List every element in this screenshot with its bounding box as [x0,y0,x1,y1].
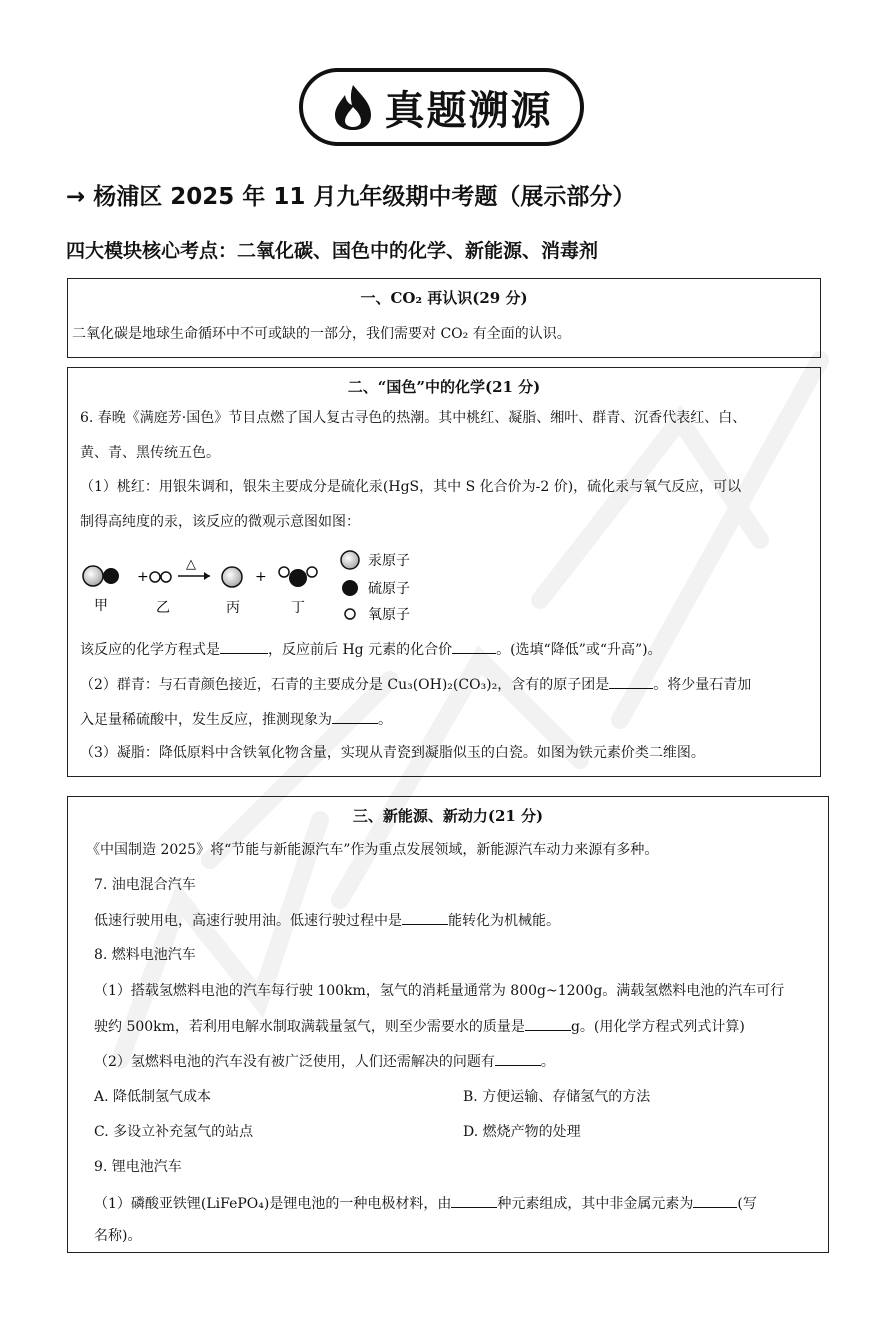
answer-blank-valence[interactable] [452,639,496,654]
text-fragment: 。(选填“降低”或“升高”)。 [496,642,662,658]
label-bing: 丙 [226,600,240,616]
answer-blank-phenomenon[interactable] [332,709,378,724]
question-8-1-line-1: （1）搭载氢燃料电池的汽车每行驶 100km，氢气的消耗量通常为 800g~1200g。满载氢燃料电池的汽车可行 [94,983,785,999]
question-6-1-line-2: 制得高纯度的汞，该反应的微观示意图如图： [80,514,360,530]
section-co2-intro: 二氧化碳是地球生命循环中不可或缺的一部分，我们需要对 CO₂ 有全面的认识。 [72,326,571,342]
section-co2-title: 一、CO₂ 再认识(29 分) [360,289,528,307]
text-fragment: ，反应前后 Hg 元素的化合价 [268,642,453,658]
legend-sulfur-symbol [342,580,358,596]
question-6-line-1: 6. 春晚《满庭芳·国色》节目点燃了国人复古寻色的热潮。其中桃红、凝脂、缃叶、群青、沉香代表红、白、 [80,410,747,426]
question-7-title: 7. 油电混合汽车 [94,877,196,893]
molecule-ding [279,567,317,587]
text-fragment: 。将少量石青加 [653,677,752,693]
question-9-1-line-1 [94,1193,757,1214]
answer-blank-problems[interactable] [495,1051,541,1066]
reaction-diagram [80,540,440,630]
text-fragment: g。(用化学方程式列式计算) [570,1019,745,1035]
plus-sign-2: + [255,569,267,585]
section-energy-intro: 《中国制造 2025》将“节能与新能源汽车”作为重点发展领域，新能源汽车动力来源有多种。 [86,842,659,858]
section-color-title: 二、“国色”中的化学(21 分) [347,378,541,396]
label-jia: 甲 [94,598,108,614]
text-fragment: 低速行驶用电，高速行驶用油。低速行驶过程中是 [94,913,402,929]
question-6-2-line-2 [80,709,392,730]
legend-sulfur: 硫原子 [368,581,410,597]
text-fragment: （2）群青：与石青颜色接近，石青的主要成分是 Cu₃(OH)₂(CO₃)₂，含有的原子团是 [80,677,610,693]
text-fragment: 该反应的化学方程式是 [80,642,220,658]
answer-blank-radical[interactable] [609,674,653,689]
text-fragment: (写 [737,1196,757,1212]
text-fragment: 入足量稀硫酸中，发生反应，推测现象为 [80,712,332,728]
answer-blank-equation[interactable] [220,639,268,654]
question-6-2-line-1 [80,674,751,695]
label-ding: 丁 [291,600,305,616]
option-c[interactable]: C. 多设立补充氢气的站点 [94,1124,254,1140]
molecule-bing [222,567,242,587]
question-9-1-line-2: 名称)。 [94,1228,142,1244]
molecule-yi [150,572,171,582]
heat-mark: △ [186,557,196,572]
answer-blank-nonmetal[interactable] [693,1193,737,1208]
question-6-line-2: 黄、青、黑传统五色。 [80,445,220,461]
question-6-1-line-1: （1）桃红：用银朱调和，银朱主要成分是硫化汞(HgS，其中 S 化合价为-2 价)，硫化汞与氧气反应，可以 [80,479,742,495]
core-topics-heading: 四大模块核心考点：二氧化碳、国色中的化学、新能源、消毒剂 [66,240,599,262]
flame-icon [331,83,375,131]
section-energy-title: 三、新能源、新动力(21 分) [352,807,544,825]
question-6-1-equation [80,639,662,660]
answer-blank-water-mass[interactable] [525,1016,571,1031]
question-7-text [94,910,560,931]
legend-oxygen: 氧原子 [368,607,410,623]
text-fragment: 种元素组成，其中非金属元素为 [497,1196,694,1212]
text-fragment: （1）磷酸亚铁锂(LiFePO₄)是锂电池的一种电极材料，由 [94,1196,452,1212]
text-fragment: 驶约 500km，若利用电解水制取满载量氢气，则至少需要水的质量是 [94,1019,525,1035]
badge-title: 真题溯源 [384,87,553,134]
title-badge [299,68,584,146]
question-8-title: 8. 燃料电池汽车 [94,947,196,963]
legend-oxygen-symbol [345,609,355,619]
question-9-title: 9. 锂电池汽车 [94,1159,182,1175]
text-fragment: 能转化为机械能。 [448,913,560,929]
legend-mercury: 汞原子 [368,553,410,569]
answer-blank-element-count[interactable] [451,1193,497,1208]
option-d[interactable]: D. 燃烧产物的处理 [463,1124,581,1140]
plus-sign: + [137,569,149,585]
label-yi: 乙 [156,600,170,616]
option-a[interactable]: A. 降低制氢气成本 [94,1089,212,1105]
section-co2-box [67,278,821,358]
option-b[interactable]: B. 方便运输、存储氢气的方法 [463,1089,651,1105]
text-fragment: （2）氢燃料电池的汽车没有被广泛使用，人们还需解决的问题有 [94,1054,495,1070]
answer-blank-energy[interactable] [402,910,448,925]
exam-heading: → 杨浦区 2025 年 11 月九年级期中考题（展示部分） [66,184,636,210]
question-6-3: （3）凝脂：降低原料中含铁氧化物含量，实现从青瓷到凝脂似玉的白瓷。如图为铁元素价类二维图。 [80,745,705,761]
question-8-1-line-2 [94,1016,745,1037]
question-8-2 [94,1051,555,1072]
legend-mercury-symbol [341,551,359,569]
molecule-jia [83,566,119,586]
text-fragment: 。 [378,712,392,728]
text-fragment: 。 [540,1054,555,1070]
